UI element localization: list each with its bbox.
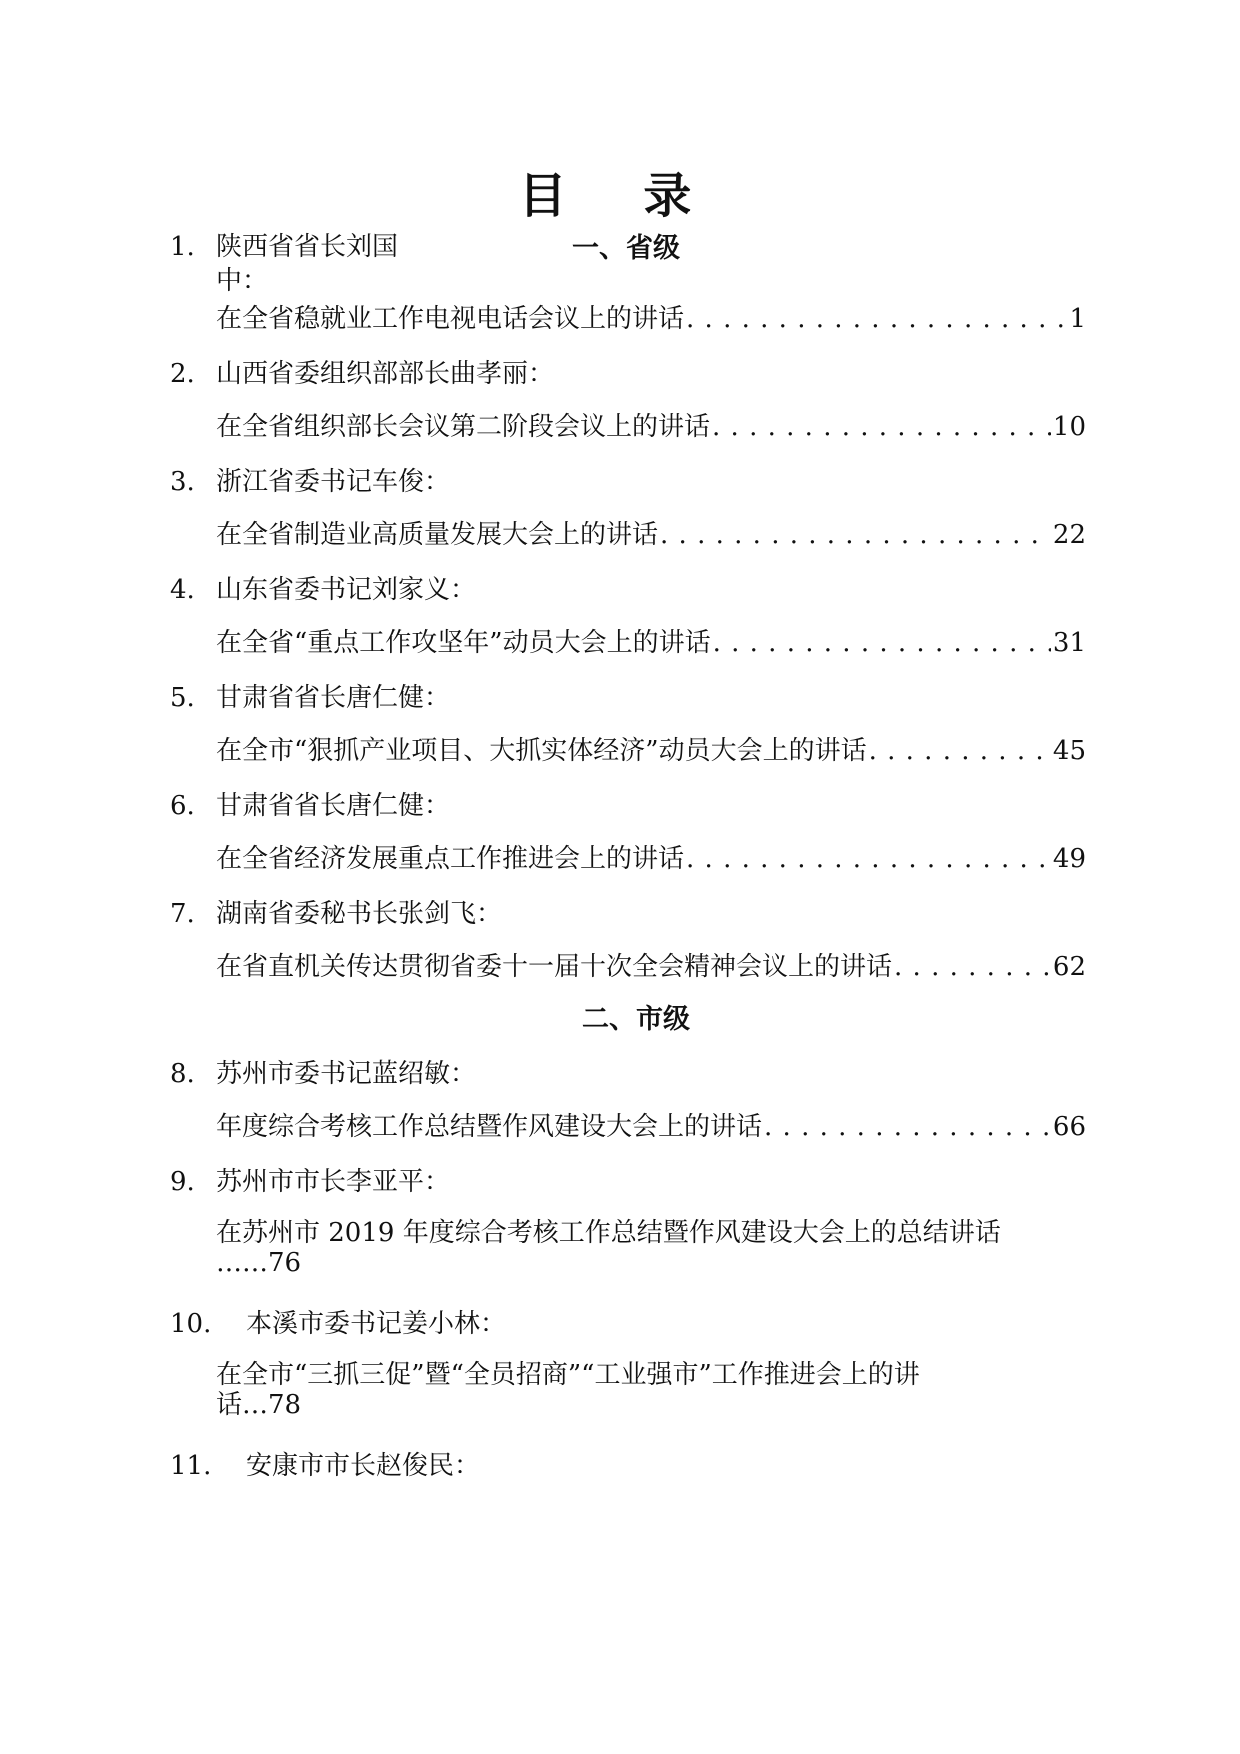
entry-speaker: 甘肃省省长唐仁健： xyxy=(216,683,451,713)
toc-entry-link[interactable] xyxy=(216,1218,1086,1278)
entry-speaker: 安康市市长赵俊民： xyxy=(246,1451,481,1481)
dot-leader xyxy=(686,842,1051,876)
toc-entry-link[interactable] xyxy=(216,1110,1086,1144)
entry-speaker: 苏州市市长李亚平： xyxy=(216,1167,451,1197)
entry-title-continued: ……76 xyxy=(216,1248,302,1278)
entry-number: 2. xyxy=(170,359,195,389)
toc-entry-link[interactable] xyxy=(216,950,1086,984)
entry-title: 在苏州市 2019 年度综合考核工作总结暨作风建设大会上的总结讲话 xyxy=(216,1218,1001,1248)
dot-leader xyxy=(713,626,1051,660)
entry-speaker: 本溪市委书记姜小林： xyxy=(246,1309,507,1339)
entry-title: 在全省经济发展重点工作推进会上的讲话 xyxy=(216,844,685,874)
entry-number: 5. xyxy=(170,683,195,713)
entry-speaker: 湖南省委秘书长张剑飞： xyxy=(216,899,503,929)
entry-number: 4. xyxy=(170,575,195,605)
entry-speaker: 浙江省委书记车俊： xyxy=(216,467,451,497)
entry-speaker: 山西省委组织部部长曲孝丽： xyxy=(216,359,555,389)
toc-entry-link[interactable] xyxy=(216,518,1086,552)
entry-page-number: 22 xyxy=(1052,520,1086,550)
entry-number: 9. xyxy=(170,1167,195,1197)
dot-leader xyxy=(686,302,1067,336)
entry-page-number: 1 xyxy=(1069,304,1086,334)
toc-entry-link[interactable] xyxy=(216,626,1086,660)
entry-number: 1. xyxy=(170,232,195,262)
entry-page-number: 45 xyxy=(1052,736,1086,766)
entry-page-number: 66 xyxy=(1052,1112,1086,1142)
entry-speaker: 甘肃省省长唐仁健： xyxy=(216,791,451,821)
dot-leader xyxy=(764,1110,1051,1144)
entry-number: 6. xyxy=(170,791,195,821)
entry-title: 年度综合考核工作总结暨作风建设大会上的讲话 xyxy=(216,1112,763,1142)
entry-title: 在全省制造业高质量发展大会上的讲话 xyxy=(216,520,659,550)
entry-page-number: 10 xyxy=(1052,412,1086,442)
section-heading-municipal: 二、市级 xyxy=(582,1004,690,1035)
toc-entry-link[interactable] xyxy=(216,734,1086,768)
dot-leader xyxy=(660,518,1051,552)
dot-leader xyxy=(894,950,1051,984)
entry-title: 在全省“重点工作攻坚年”动员大会上的讲话 xyxy=(216,628,711,658)
entry-number: 7. xyxy=(170,899,195,929)
entry-title: 在全省组织部长会议第二阶段会议上的讲话 xyxy=(216,412,711,442)
toc-entry-link[interactable] xyxy=(216,302,1086,336)
entry-speaker: 山东省委书记刘家义： xyxy=(216,575,477,605)
toc-entry-link[interactable] xyxy=(216,1360,1086,1420)
entry-page-number: 31 xyxy=(1052,628,1086,658)
entry-number: 11. xyxy=(170,1451,212,1481)
entry-page-number: 49 xyxy=(1052,844,1086,874)
dot-leader xyxy=(712,410,1051,444)
page-title: 目 录 xyxy=(518,168,722,224)
toc-entry-link[interactable] xyxy=(216,842,1086,876)
entry-title: 在省直机关传达贯彻省委十一届十次全会精神会议上的讲话 xyxy=(216,952,893,982)
entry-title: 在全市“狠抓产业项目、大抓实体经济”动员大会上的讲话 xyxy=(216,736,867,766)
entry-number: 8. xyxy=(170,1059,195,1089)
entry-title-continued: 话…78 xyxy=(216,1390,302,1420)
entry-title: 在全市“三抓三促”暨“全员招商”“工业强市”工作推进会上的讲 xyxy=(216,1360,920,1390)
dot-leader xyxy=(869,734,1051,768)
entry-number: 3. xyxy=(170,467,195,497)
entry-page-number: 62 xyxy=(1052,952,1086,982)
entry-number: 10. xyxy=(170,1309,212,1339)
entry-speaker: 苏州市委书记蓝绍敏： xyxy=(216,1059,477,1089)
entry-title: 在全省稳就业工作电视电话会议上的讲话 xyxy=(216,304,685,334)
toc-entry-link[interactable] xyxy=(216,410,1086,444)
section-heading-provincial: 一、省级 xyxy=(572,233,680,264)
entry-speaker: 陕西省省长刘国 xyxy=(216,232,399,262)
entry-speaker-continued: 中： xyxy=(216,266,269,296)
